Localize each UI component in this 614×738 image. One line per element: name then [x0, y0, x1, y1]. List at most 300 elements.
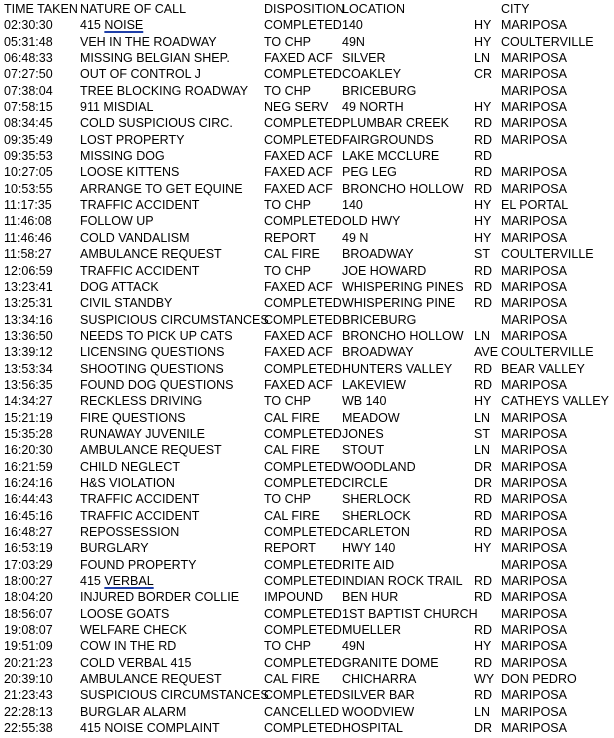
city-cell: MARIPOSA [501, 377, 567, 392]
city-cell: MARIPOSA [501, 132, 567, 147]
nature-text: AMBULANCE REQUEST [80, 672, 222, 687]
table-row [0, 230, 614, 246]
table-row [0, 312, 614, 328]
nature-cell [80, 246, 222, 262]
disposition-cell: CAL FIRE [264, 247, 320, 262]
city-cell: MARIPOSA [501, 18, 567, 33]
nature-cell [80, 540, 149, 556]
disposition-cell: COMPLETED [264, 18, 342, 33]
time-cell: 16:24:16 [4, 475, 53, 490]
table-row [0, 540, 614, 556]
location-cell: OLD HWY [342, 214, 401, 229]
location-cell: PLUMBAR CREEK [342, 116, 449, 131]
city-cell: MARIPOSA [501, 214, 567, 229]
suffix-cell: LN [474, 328, 490, 343]
suffix-cell: RD [474, 149, 493, 164]
time-cell: 09:35:53 [4, 149, 53, 164]
time-cell: 13:56:35 [4, 377, 53, 392]
nature-cell [80, 312, 269, 328]
suffix-cell: RD [474, 377, 493, 392]
disposition-cell: TO CHP [264, 394, 311, 409]
disposition-cell: COMPLETED [264, 574, 342, 589]
disposition-cell: TO CHP [264, 198, 311, 213]
nature-text: TREE BLOCKING ROADWAY [80, 83, 249, 98]
disposition-cell: COMPLETED [264, 475, 342, 490]
suffix-cell: RD [474, 279, 493, 294]
table-row [0, 589, 614, 605]
disposition-cell: REPORT [264, 230, 316, 245]
time-cell: 18:56:07 [4, 606, 53, 621]
city-cell: MARIPOSA [501, 426, 567, 441]
nature-text: CHILD NEGLECT [80, 459, 181, 474]
city-cell: COULTERVILLE [501, 345, 594, 360]
suffix-cell: HY [474, 198, 492, 213]
table-row [0, 622, 614, 638]
table-row [0, 377, 614, 393]
nature-cell [80, 638, 176, 654]
time-cell: 10:27:05 [4, 165, 53, 180]
nature-text: TRAFFIC ACCIDENT [80, 198, 200, 213]
city-cell: MARIPOSA [501, 688, 567, 703]
suffix-cell: RD [474, 623, 493, 638]
table-row [0, 279, 614, 295]
time-cell: 22:28:13 [4, 704, 53, 719]
disposition-cell: COMPLETED [264, 296, 342, 311]
disposition-cell: COMPLETED [264, 721, 342, 736]
location-cell: LAKE MCCLURE [342, 149, 440, 164]
time-cell: 16:44:43 [4, 492, 53, 507]
time-cell: 05:31:48 [4, 34, 53, 49]
nature-text: COW IN THE RD [80, 639, 177, 654]
nature-cell [80, 426, 205, 442]
time-cell: 07:38:04 [4, 83, 53, 98]
header-city: CITY [501, 2, 530, 16]
city-cell: DON PEDRO [501, 672, 577, 687]
city-cell: MARIPOSA [501, 296, 567, 311]
table-row [0, 246, 614, 262]
location-cell: 1ST BAPTIST CHURCH [342, 606, 478, 621]
disposition-cell: CAL FIRE [264, 410, 320, 425]
nature-text: 911 MISDIAL [80, 100, 154, 115]
nature-cell [80, 83, 248, 99]
nature-cell [80, 410, 186, 426]
nature-text: RUNAWAY JUVENILE [80, 426, 206, 441]
nature-cell [80, 181, 243, 197]
location-cell: MUELLER [342, 623, 402, 638]
disposition-cell: FAXED ACF [264, 165, 333, 180]
disposition-cell: COMPLETED [264, 116, 342, 131]
nature-text: 415 NOISE COMPLAINT [80, 721, 220, 736]
suffix-cell: RD [474, 132, 493, 147]
location-cell: BRICEBURG [342, 83, 417, 98]
time-cell: 19:51:09 [4, 639, 53, 654]
table-row [0, 606, 614, 622]
city-cell: EL PORTAL [501, 198, 569, 213]
city-cell: MARIPOSA [501, 312, 567, 327]
suffix-cell: RD [474, 361, 493, 376]
city-cell: MARIPOSA [501, 279, 567, 294]
disposition-cell: CAL FIRE [264, 443, 320, 458]
suffix-cell: LN [474, 51, 490, 66]
disposition-cell: NEG SERV [264, 100, 329, 115]
time-cell: 21:23:43 [4, 688, 53, 703]
time-cell: 15:35:28 [4, 426, 53, 441]
time-cell: 15:21:19 [4, 410, 53, 425]
time-cell: 13:23:41 [4, 279, 53, 294]
nature-cell [80, 66, 201, 82]
time-cell: 22:55:38 [4, 721, 53, 736]
city-cell: BEAR VALLEY [501, 361, 585, 376]
nature-cell [80, 377, 233, 393]
location-cell: BROADWAY [342, 345, 414, 360]
disposition-cell: FAXED ACF [264, 328, 333, 343]
table-row [0, 361, 614, 377]
disposition-cell: COMPLETED [264, 655, 342, 670]
location-cell: HWY 140 [342, 541, 396, 556]
header-nature: NATURE OF CALL [80, 2, 187, 16]
city-cell: MARIPOSA [501, 181, 567, 196]
suffix-cell: HY [474, 394, 492, 409]
disposition-cell: TO CHP [264, 639, 311, 654]
nature-cell [80, 475, 175, 491]
location-cell: HOSPITAL [342, 721, 403, 736]
nature-text: TRAFFIC ACCIDENT [80, 492, 200, 507]
time-cell: 12:06:59 [4, 263, 53, 278]
table-row [0, 573, 614, 589]
location-cell: BRICEBURG [342, 312, 417, 327]
disposition-cell: TO CHP [264, 492, 311, 507]
nature-text: LICENSING QUESTIONS [80, 345, 225, 360]
suffix-cell: RD [474, 525, 493, 539]
nature-text: COLD SUSPICIOUS CIRC. [80, 116, 233, 131]
time-cell: 11:17:35 [4, 198, 52, 213]
location-cell: CHICHARRA [342, 672, 417, 687]
table-row [0, 557, 614, 573]
location-cell: WHISPERING PINES [342, 279, 464, 294]
nature-cell [80, 557, 196, 573]
table-row [0, 115, 614, 131]
location-cell: PEG LEG [342, 165, 397, 180]
table-row [0, 181, 614, 197]
table-row [0, 66, 614, 82]
suffix-cell: HY [474, 18, 492, 33]
disposition-cell: COMPLETED [264, 214, 342, 229]
location-cell: SHERLOCK [342, 508, 411, 523]
disposition-cell: CAL FIRE [264, 508, 320, 523]
nature-cell [80, 508, 199, 524]
nature-cell [80, 459, 180, 475]
suffix-cell: RD [474, 181, 493, 196]
disposition-cell: FAXED ACF [264, 279, 333, 294]
disposition-cell: COMPLETED [264, 132, 342, 147]
disposition-cell: COMPLETED [264, 525, 342, 539]
suffix-cell: ST [474, 426, 490, 441]
time-cell: 11:58:27 [4, 247, 52, 262]
table-row [0, 17, 614, 33]
nature-cell [80, 148, 165, 164]
suffix-cell: HY [474, 100, 492, 115]
location-cell: 49 NORTH [342, 100, 404, 115]
table-row [0, 638, 614, 654]
nature-text: SUSPICIOUS CIRCUMSTANCES [80, 688, 269, 703]
disposition-cell: CANCELLED [264, 704, 340, 719]
city-cell: CATHEYS VALLEY [501, 394, 609, 409]
nature-cell [80, 34, 217, 50]
location-cell: MEADOW [342, 410, 400, 425]
nature-cell [80, 720, 220, 736]
city-cell: MARIPOSA [501, 51, 567, 66]
location-cell: 49 N [342, 230, 369, 245]
disposition-cell: FAXED ACF [264, 345, 333, 360]
time-cell: 06:48:33 [4, 51, 53, 66]
table-row [0, 164, 614, 180]
disposition-cell: FAXED ACF [264, 377, 333, 392]
time-cell: 02:30:30 [4, 18, 53, 33]
location-cell: WOODLAND [342, 459, 416, 474]
time-cell: 18:00:27 [4, 574, 53, 589]
city-cell: MARIPOSA [501, 100, 567, 115]
disposition-cell: CAL FIRE [264, 672, 320, 687]
table-row [0, 344, 614, 360]
location-cell: 49N [342, 34, 365, 49]
location-cell: LAKEVIEW [342, 377, 406, 392]
suffix-cell: RD [474, 508, 493, 523]
table-row [0, 34, 614, 50]
nature-text: REPOSSESSION [80, 525, 180, 539]
city-cell: MARIPOSA [501, 704, 567, 719]
nature-cell [80, 344, 224, 360]
table-row [0, 197, 614, 213]
nature-text: FOUND DOG QUESTIONS [80, 377, 234, 392]
time-cell: 16:45:16 [4, 508, 53, 523]
location-cell: SHERLOCK [342, 492, 411, 507]
suffix-cell: RD [474, 688, 493, 703]
time-cell: 18:04:20 [4, 590, 53, 605]
time-cell: 07:27:50 [4, 67, 53, 82]
location-cell: CIRCLE [342, 475, 388, 490]
location-cell: WB 140 [342, 394, 387, 409]
nature-cell [80, 50, 230, 66]
nature-cell [80, 606, 169, 622]
time-cell: 13:34:16 [4, 312, 53, 327]
nature-text: H&S VIOLATION [80, 475, 175, 490]
table-row [0, 393, 614, 409]
table-row [0, 720, 614, 736]
suffix-cell: RD [474, 116, 493, 131]
table-row [0, 50, 614, 66]
suffix-cell: CR [474, 67, 493, 82]
disposition-cell: COMPLETED [264, 312, 342, 327]
nature-cell [80, 622, 187, 638]
disposition-cell: FAXED ACF [264, 149, 333, 164]
time-cell: 08:34:45 [4, 116, 53, 131]
nature-text: INJURED BORDER COLLIE [80, 590, 240, 605]
nature-cell [80, 197, 199, 213]
time-cell: 11:46:08 [4, 214, 52, 229]
suffix-cell: RD [474, 165, 493, 180]
city-cell: MARIPOSA [501, 263, 567, 278]
time-cell: 16:53:19 [4, 541, 53, 556]
city-cell: COULTERVILLE [501, 34, 594, 49]
table-row [0, 524, 614, 540]
city-cell: COULTERVILLE [501, 247, 594, 262]
location-cell: WOODVIEW [342, 704, 415, 719]
time-cell: 13:53:34 [4, 361, 53, 376]
location-cell: JOE HOWARD [342, 263, 427, 278]
nature-text: NEEDS TO PICK UP CATS [80, 328, 233, 343]
time-cell: 19:08:07 [4, 623, 53, 638]
disposition-cell: IMPOUND [264, 590, 324, 605]
suffix-cell: RD [474, 574, 493, 589]
location-cell: BRONCHO HOLLOW [342, 181, 464, 196]
nature-text: SHOOTING QUESTIONS [80, 361, 224, 376]
city-cell: MARIPOSA [501, 443, 567, 458]
time-cell: 13:36:50 [4, 328, 53, 343]
location-cell: BEN HUR [342, 590, 399, 605]
nature-text: FOLLOW UP [80, 214, 154, 229]
time-cell: 13:25:31 [4, 296, 53, 311]
table-row [0, 213, 614, 229]
location-cell: HUNTERS VALLEY [342, 361, 453, 376]
suffix-cell: RD [474, 590, 493, 605]
nature-text: RECKLESS DRIVING [80, 394, 203, 409]
city-cell: MARIPOSA [501, 83, 567, 98]
suffix-cell: HY [474, 541, 492, 556]
suffix-cell: LN [474, 410, 490, 425]
suffix-cell: DR [474, 459, 493, 474]
nature-cell [80, 230, 190, 246]
suffix-cell: DR [474, 721, 493, 736]
nature-cell [80, 687, 269, 703]
nature-text: OUT OF CONTROL J [80, 67, 201, 82]
nature-text: CIVIL STANDBY [80, 296, 173, 311]
nature-text: TRAFFIC ACCIDENT [80, 263, 200, 278]
city-cell: MARIPOSA [501, 541, 567, 556]
nature-text: 415 [80, 574, 105, 589]
location-cell: INDIAN ROCK TRAIL [342, 574, 463, 589]
nature-cell [80, 295, 172, 311]
time-cell: 16:20:30 [4, 443, 53, 458]
time-cell: 14:34:27 [4, 394, 53, 409]
nature-cell [80, 524, 179, 540]
location-cell: JONES [342, 426, 384, 441]
header-disposition: DISPOSITION [264, 2, 345, 16]
nature-cell [80, 361, 224, 377]
time-cell: 11:46:46 [4, 230, 52, 245]
time-cell: 17:03:29 [4, 557, 53, 572]
city-cell: MARIPOSA [501, 508, 567, 523]
nature-cell [80, 442, 222, 458]
nature-cell [80, 655, 191, 671]
table-row [0, 491, 614, 507]
time-cell: 07:58:15 [4, 100, 53, 115]
nature-text: LOOSE GOATS [80, 606, 170, 621]
nature-text: 415 [80, 18, 105, 33]
nature-text: DOG ATTACK [80, 279, 159, 294]
table-row [0, 475, 614, 491]
table-row [0, 459, 614, 475]
disposition-cell: TO CHP [264, 83, 311, 98]
nature-cell [80, 263, 199, 279]
time-cell: 10:53:55 [4, 181, 53, 196]
location-cell: SILVER BAR [342, 688, 415, 703]
nature-cell [80, 589, 239, 605]
city-cell: MARIPOSA [501, 557, 567, 572]
table-row [0, 83, 614, 99]
disposition-cell: COMPLETED [264, 606, 342, 621]
city-cell: MARIPOSA [501, 639, 567, 654]
nature-text: AMBULANCE REQUEST [80, 247, 222, 262]
table-row [0, 426, 614, 442]
nature-highlight: NOISE [104, 18, 144, 33]
suffix-cell: RD [474, 655, 493, 670]
nature-highlight: VERBAL [104, 574, 154, 589]
city-cell: MARIPOSA [501, 475, 567, 490]
header-row [0, 1, 614, 17]
location-cell: 49N [342, 639, 365, 654]
location-cell: FAIRGROUNDS [342, 132, 434, 147]
table-row [0, 99, 614, 115]
city-cell: MARIPOSA [501, 459, 567, 474]
table-row [0, 263, 614, 279]
nature-text: COLD VANDALISM [80, 230, 190, 245]
nature-text: MISSING DOG [80, 149, 165, 164]
suffix-cell: AVE [474, 345, 499, 360]
nature-text: BURGLAR ALARM [80, 704, 187, 719]
nature-text: TRAFFIC ACCIDENT [80, 508, 200, 523]
city-cell: MARIPOSA [501, 230, 567, 245]
suffix-cell: RD [474, 492, 493, 507]
location-cell: BRONCHO HOLLOW [342, 328, 464, 343]
disposition-cell: COMPLETED [264, 557, 342, 572]
city-cell: MARIPOSA [501, 67, 567, 82]
location-cell: SILVER [342, 51, 386, 66]
nature-cell [80, 99, 153, 115]
disposition-cell: FAXED ACF [264, 181, 333, 196]
header-time: TIME TAKEN [4, 2, 78, 16]
city-cell: MARIPOSA [501, 116, 567, 131]
nature-cell [80, 491, 199, 507]
call-rows [0, 17, 614, 736]
suffix-cell: HY [474, 34, 492, 49]
nature-text: FOUND PROPERTY [80, 557, 197, 572]
suffix-cell: WY [474, 672, 495, 687]
location-cell: BROADWAY [342, 247, 414, 262]
nature-cell [80, 164, 179, 180]
city-cell: MARIPOSA [501, 574, 567, 589]
table-row [0, 410, 614, 426]
location-cell: STOUT [342, 443, 385, 458]
nature-text: WELFARE CHECK [80, 623, 187, 638]
city-cell: MARIPOSA [501, 721, 567, 736]
nature-text: COLD VERBAL 415 [80, 655, 192, 670]
location-cell: 140 [342, 198, 363, 213]
nature-cell [80, 704, 186, 720]
nature-cell [80, 573, 154, 589]
city-cell: MARIPOSA [501, 623, 567, 638]
nature-text: SUSPICIOUS CIRCUMSTANCES [80, 312, 269, 327]
city-cell: MARIPOSA [501, 492, 567, 507]
city-cell: MARIPOSA [501, 590, 567, 605]
nature-cell [80, 671, 222, 687]
nature-cell [80, 328, 233, 344]
city-cell: MARIPOSA [501, 606, 567, 621]
table-row [0, 655, 614, 671]
nature-cell [80, 213, 154, 229]
table-row [0, 148, 614, 164]
nature-text: AMBULANCE REQUEST [80, 443, 222, 458]
nature-text: LOST PROPERTY [80, 132, 185, 147]
